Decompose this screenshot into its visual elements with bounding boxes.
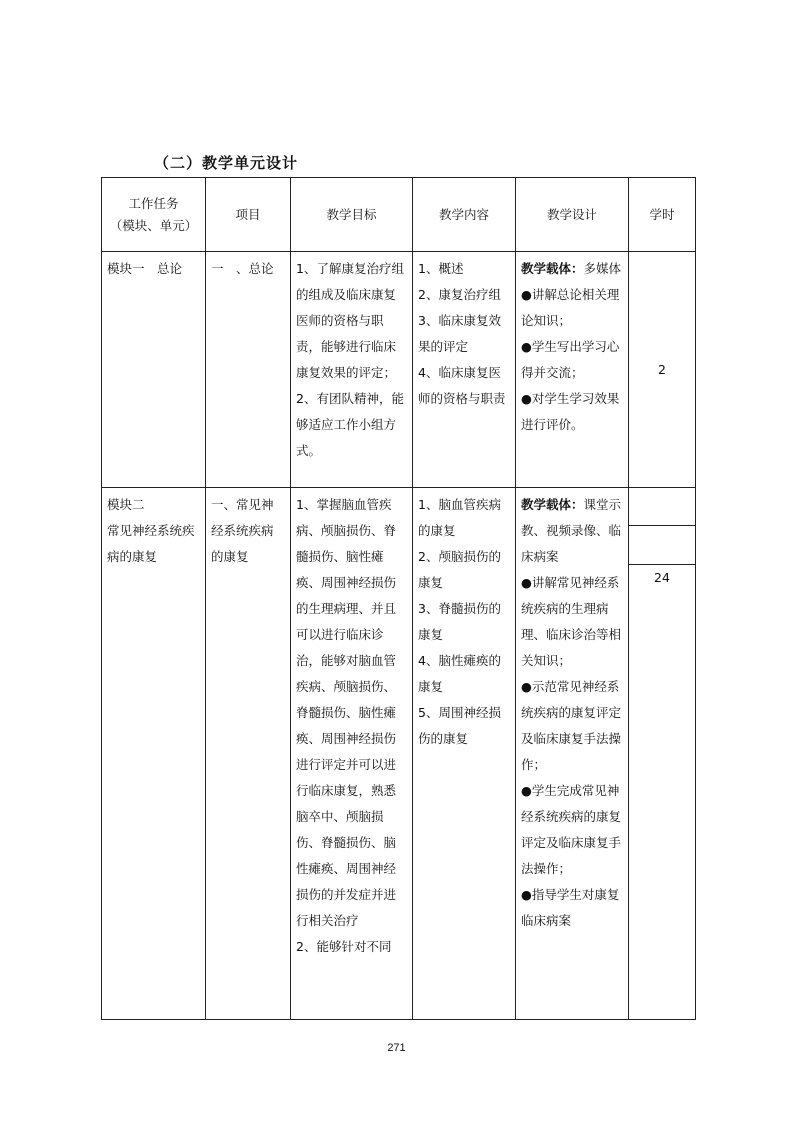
row2-hours-empty-2 <box>629 526 695 565</box>
row1-task: 模块一 总论 <box>102 252 206 488</box>
row2-hours-empty-1 <box>629 488 695 526</box>
row2-task: 模块二 常见神经系统疾病的康复 <box>102 488 206 1020</box>
row1-design: 教学载体：多媒体 ●讲解总论相关理论知识； ●学生写出学习心得并交流； ●对学生学习效果进行评价。 <box>516 252 629 488</box>
row1-contents: 1、概述 2、康复治疗组 3、临床康复效果的评定 4、临床康复医师的资格与职责 <box>413 252 516 488</box>
row2-hours: 24 <box>654 570 670 585</box>
header-goal: 教学目标 <box>291 178 413 252</box>
row2-contents: 1、脑血管疾病的康复 2、颅脑损伤的康复 3、脊髓损伤的康复 4、脑性瘫痪的康复 5、周围神经损伤的康复 <box>413 488 516 1020</box>
table-row <box>102 252 696 488</box>
row2-project: 一、常见神经系统疾病的康复 <box>206 488 291 1020</box>
teaching-unit-table <box>101 177 696 1020</box>
table-row <box>102 488 696 1020</box>
page-number: 271 <box>387 1042 406 1054</box>
row2-goals: 1、掌握脑血管疾病、颅脑损伤、脊髓损伤、脑性瘫痪、周围神经损伤的生理病理、并且可以进行临床诊治，能够对脑血管疾病、颅脑损伤、脊髓损伤、脑性瘫痪、周围神经损伤进行评定并可以进行临床康复，熟悉脑卒中、颅脑损伤、脊髓损伤、脑性瘫痪、周围神经损伤的并发症并进行相关治疗 2、能够针对不同 <box>291 488 413 1020</box>
row1-hours: 2 <box>629 252 696 488</box>
row2-design: 教学载体：课堂示教、视频录像、临床病案 ●讲解常见神经系统疾病的生理病理、临床诊治等相关知识； ●示范常见神经系统疾病的康复评定及临床康复手法操作； ●学生完成常见神经系统疾病的康复评定及临床康复手法操作； ●指导学生对康复临床病案 <box>516 488 629 1020</box>
header-design: 教学设计 <box>516 178 629 252</box>
section-heading: （二）教学单元设计 <box>154 154 299 172</box>
row2-hours-cell <box>629 488 696 1020</box>
row1-goals: 1、了解康复治疗组的组成及临床康复医师的资格与职责，能够进行临床康复效果的评定； 2、有团队精神，能够适应工作小组方式。 <box>291 252 413 488</box>
table-header-row <box>102 178 696 252</box>
header-content: 教学内容 <box>413 178 516 252</box>
header-hours: 学时 <box>629 178 696 252</box>
header-project: 项目 <box>206 178 291 252</box>
header-task: 工作任务 （模块、单元） <box>102 178 206 252</box>
row1-project: 一 、总论 <box>206 252 291 488</box>
